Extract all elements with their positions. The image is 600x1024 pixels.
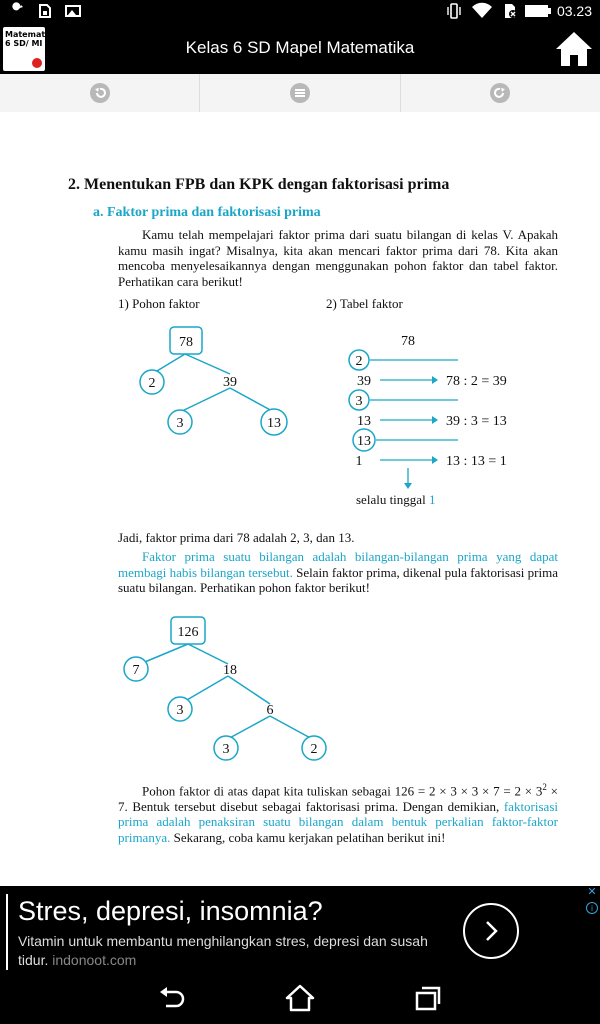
status-bar (0, 0, 600, 24)
ad-title[interactable]: Stres, depresi, insomnia? (18, 896, 323, 926)
ad-divider (6, 894, 8, 970)
home-icon (554, 29, 594, 69)
nav-home-icon (284, 982, 316, 1014)
close-icon[interactable]: ✕ (587, 886, 597, 898)
table-row-result: 78 : 2 = 39 (446, 374, 507, 389)
intro-paragraph: Kamu telah mempelajari faktor prima dari suatu bilangan di kelas V. Apakah kamu masih ingat? Misalnya, kita akan mencari faktor prima dari 78. Kita akan mencoba menyelesaikannya dengan menggunakan pohon faktor dan tabel faktor. Perhatikan cara berikut! (118, 227, 558, 289)
final-text-2: × 7. Bentuk tersebut disebut sebagai faktorisasi prima. Dengan demikian, (118, 783, 558, 814)
wifi-icon (473, 3, 491, 19)
definition-paragraph (118, 549, 558, 596)
tree2-root: 126 (177, 625, 199, 640)
vibrate-icon (445, 3, 463, 19)
tree2-n1: 18 (223, 663, 237, 678)
tree1-leaf-left: 3 (176, 416, 184, 431)
label-pohon-faktor: 1) Pohon faktor (118, 296, 200, 311)
section-heading: 2. Menentukan FPB dan KPK dengan faktorisasi prima (68, 176, 450, 193)
definition-highlight: Faktor prima suatu bilangan adalah bilangan-bilangan prima yang dapat membagi habis bilangan tersebut. (118, 549, 558, 580)
factor-tree-78 (130, 324, 300, 439)
final-paragraph (118, 780, 558, 845)
nav-home-button[interactable] (284, 982, 316, 1014)
tree2-p1: 7 (132, 663, 140, 678)
final-superscript: 2 (542, 782, 547, 792)
page-toolbar (0, 74, 600, 113)
factor-tree-126 (118, 612, 338, 772)
ad-open-button[interactable] (463, 903, 519, 959)
battery-icon (529, 3, 547, 19)
list-icon (290, 83, 310, 103)
tree2-p3: 3 (222, 742, 230, 757)
table-row-left: 13 (357, 414, 371, 429)
table-top: 78 (401, 334, 415, 349)
back-icon (90, 83, 110, 103)
tree1-leaf-right: 13 (267, 416, 281, 431)
table-footer (356, 492, 435, 508)
app-logo-text: Matematika 6 SD/ MI (5, 30, 59, 48)
table-row-result: 39 : 3 = 13 (446, 414, 507, 429)
app-title: Kelas 6 SD Mapel Matematika (185, 38, 415, 57)
label-tabel-faktor: 2) Tabel faktor (326, 296, 403, 311)
tree1-prime: 2 (148, 376, 156, 391)
table-footer-text: selalu tinggal (356, 492, 429, 507)
nav-back-icon (156, 982, 188, 1014)
table-row-left: 39 (357, 374, 371, 389)
ad-description-text: Vitamin untuk membantu menghilangkan stres, depresi dan susah tidur. (18, 933, 428, 968)
final-highlight: faktorisasi prima adalah penaksiran suatu bilangan dalam bentuk perkalian faktor-faktor primanya. (118, 798, 558, 845)
nav-back-button[interactable] (156, 982, 188, 1014)
list-button[interactable] (200, 74, 400, 112)
table-row-left: 3 (355, 394, 363, 409)
final-text-1: Pohon faktor di atas dapat kita tuliskan sebagai 126 = 2 × 3 × 3 × 7 = 2 × 3 (142, 783, 543, 799)
clock: 03.23 (556, 3, 592, 19)
tree2-n2: 6 (266, 703, 274, 718)
ad-banner[interactable] (0, 886, 600, 972)
forward-icon (490, 83, 510, 103)
sim-card-icon (36, 3, 54, 19)
forward-button[interactable] (401, 74, 600, 112)
image-icon (64, 3, 82, 19)
table-row-result: 13 : 13 = 1 (446, 454, 507, 469)
table-row-left: 2 (355, 354, 363, 369)
wrench-icon (8, 3, 26, 19)
conclusion-text: Jadi, faktor prima dari 78 adalah 2, 3, dan 13. (118, 530, 355, 545)
chevron-right-icon (479, 919, 503, 943)
table-footer-number: 1 (428, 492, 436, 507)
tree1-mid: 39 (223, 375, 237, 390)
table-row-left: 13 (357, 434, 371, 449)
info-icon[interactable]: i (586, 902, 598, 914)
logo-badge (32, 58, 42, 68)
factor-table (340, 330, 540, 510)
definition-rest: Selain faktor prima, dikenal pula faktorisasi prima suatu bilangan. Perhatikan pohon faktor berikut! (118, 564, 559, 595)
nav-recents-icon (412, 982, 444, 1014)
ad-description (18, 932, 448, 970)
no-sim-icon (501, 3, 519, 19)
back-button[interactable] (0, 74, 200, 112)
navigation-bar (0, 972, 600, 1024)
book-page (0, 112, 600, 886)
table-row-left: 1 (355, 454, 363, 469)
sub-heading: a. Faktor prima dan faktorisasi prima (93, 205, 321, 220)
ad-domain: indonoot.com (52, 952, 137, 968)
tree2-p2: 3 (176, 703, 184, 718)
tree2-p4: 2 (310, 742, 318, 757)
tree1-root: 78 (179, 335, 193, 350)
nav-recents-button[interactable] (412, 982, 444, 1014)
home-button[interactable] (554, 29, 594, 69)
final-text-3: Sekarang, coba kamu kerjakan pelatihan berikut ini! (170, 829, 446, 845)
app-bar (0, 24, 600, 74)
